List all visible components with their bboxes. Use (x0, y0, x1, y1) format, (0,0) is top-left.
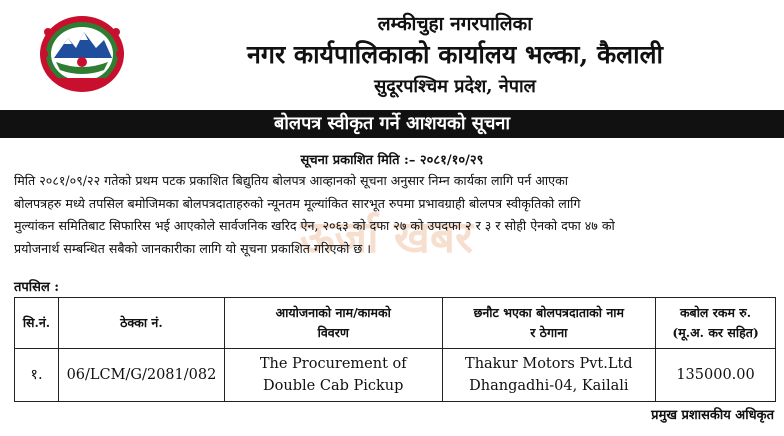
project-line: Double Cab Pickup (263, 378, 404, 394)
cell-bidder (442, 349, 656, 402)
cell-amount: 135000.00 (656, 349, 776, 402)
cell-sn: १. (15, 349, 59, 402)
body-line: बोलपत्रहरु मध्ये तपसिल बमोजिमका बोलपत्रदाताहरुको न्यूनतम मूल्यांकित सारभूत रुपमा प्रभावग्राही बोलपत्र स्वीकृतिको लागि (14, 195, 581, 211)
col-header-contract-no: ठेक्का नं. (58, 298, 224, 349)
col-header-amount: कबोल रकम रु. (मू.अ. कर सहित) (656, 298, 776, 349)
notice-title-banner: बोलपत्र स्वीकृत गर्ने आशयको सूचना (0, 110, 784, 138)
cell-contract-no: 06/LCM/G/2081/082 (58, 349, 224, 402)
details-label: तपसिल : (14, 280, 60, 295)
published-date: सूचना प्रकाशित मिति :– २०८१/१०/२९ (300, 153, 484, 168)
cell-project (224, 349, 442, 402)
watermark-logo: ऊर्जा खबर (300, 212, 474, 263)
table-row (15, 349, 776, 402)
award-table (14, 297, 776, 402)
col-header-project: आयोजनाको नाम/कामको विवरण (224, 298, 442, 349)
col-header-bidder: छनौट भएका बोलपत्रदाताको नाम र ठेगाना (442, 298, 656, 349)
bidder-line: Dhangadhi-04, Kailali (469, 378, 629, 394)
office-name: नगर कार्यपालिकाको कार्यालय भल्का, कैलाली (247, 40, 663, 69)
nepal-emblem-icon (38, 12, 126, 94)
bidder-line: Thakur Motors Pvt.Ltd (465, 356, 633, 372)
notice-body (14, 170, 774, 260)
municipality-name: लम्कीचुहा नगरपालिका (377, 13, 533, 35)
body-line: मुल्यांकन समितिबाट सिफारिस भई आएकोले सार्वजनिक खरिद ऐन, २०६३ को दफा २७ को उपदफा २ र ३ र सोही ऐनको दफा ४७ को (14, 218, 615, 233)
body-line: मिति २०८१/०९/२२ गतेको प्रथम पटक प्रकाशित बिद्युतिय बोलपत्र आव्हानको सूचना अनुसार निम्न कार्यका लागि पर्न आएका (14, 173, 569, 188)
body-line: प्रयोजनार्थ सम्बन्धित सबैको जानकारीका लागि यो सूचना प्रकाशित गरिएको छ । (14, 240, 371, 256)
signature-title: प्रमुख प्रशासकीय अधिकृत (651, 408, 774, 423)
table-header-row (15, 298, 776, 349)
col-header-sn: सि.नं. (15, 298, 59, 349)
province-name: सुदूरपश्चिम प्रदेश, नेपाल (374, 76, 536, 97)
project-line: The Procurement of (259, 356, 407, 372)
